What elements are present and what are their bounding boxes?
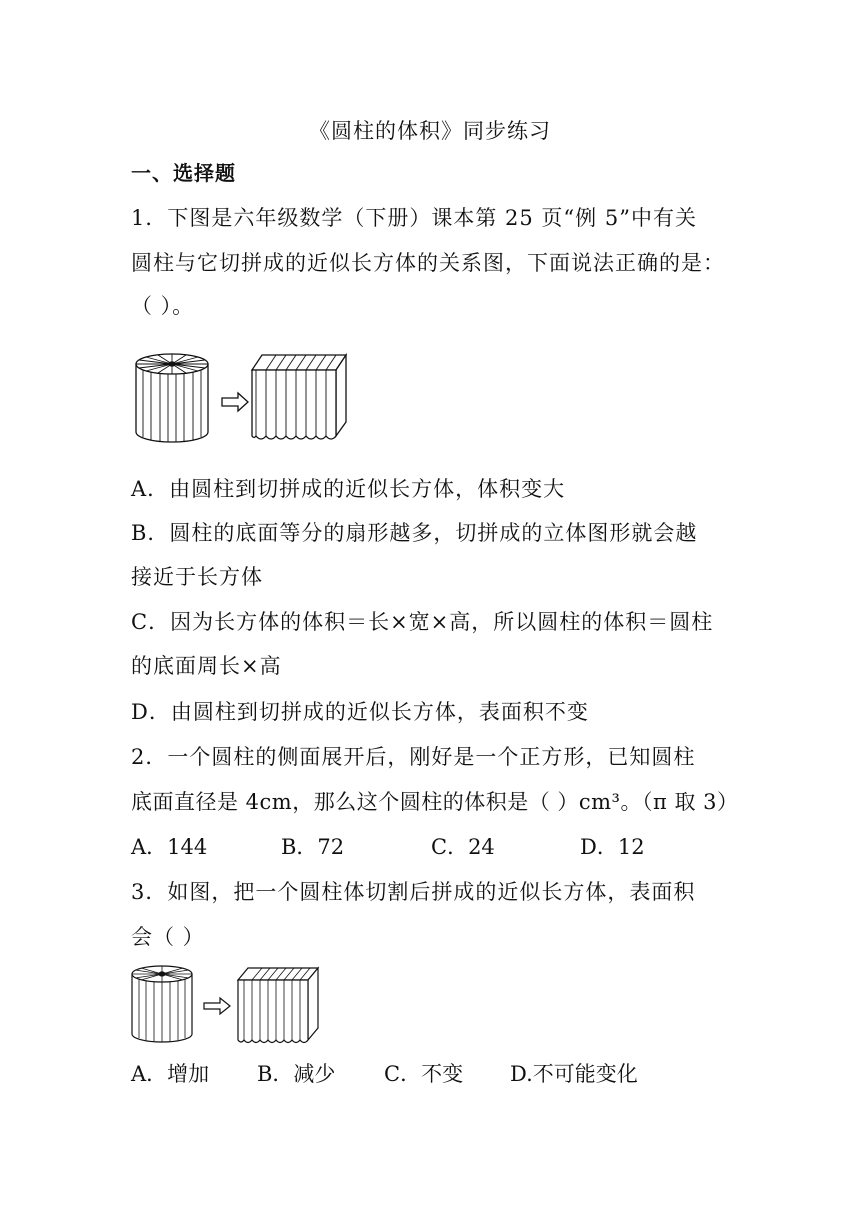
cuboid-icon — [238, 968, 318, 1043]
document-title: 《圆柱的体积》同步练习 — [309, 119, 551, 143]
q3-option-d: D.不可能变化 — [510, 1062, 638, 1086]
q1-option-a: A．由圆柱到切拼成的近似长方体，体积变大 — [131, 477, 566, 501]
q2-option-a: A．144 — [131, 835, 208, 859]
q3-option-b: B．减少 — [257, 1062, 336, 1086]
q3-option-c: C．不变 — [384, 1062, 464, 1086]
q1-option-c: C．因为长方体的体积＝长×宽×高，所以圆柱的体积＝圆柱 — [131, 610, 714, 634]
cylinder-icon — [132, 966, 192, 1042]
q1-line-3: （ ）。 — [131, 294, 195, 318]
arrow-right-icon — [222, 393, 248, 411]
q1-option-b-cont: 接近于长方体 — [131, 565, 263, 589]
q3-line-1: 3．如图，把一个圆柱体切割后拼成的近似长方体，表面积 — [131, 880, 696, 904]
q1-cylinder-to-cuboid-figure — [134, 352, 352, 448]
q1-line-2: 圆柱与它切拼成的近似长方体的关系图，下面说法正确的是： — [131, 251, 725, 275]
q3-cylinder-to-cuboid-figure — [130, 964, 322, 1048]
section-heading: 一、选择题 — [131, 161, 236, 185]
q1-line-1: 1．下图是六年级数学（下册）课本第 25 页“例 5”中有关 — [131, 206, 697, 230]
cylinder-icon — [136, 354, 208, 442]
q2-option-d: D．12 — [580, 835, 645, 859]
q2-line-2: 底面直径是 4cm，那么这个圆柱的体积是（ ）cm³。（π 取 3） — [131, 790, 739, 814]
q2-line-1: 2．一个圆柱的侧面展开后，刚好是一个正方形，已知圆柱 — [131, 745, 696, 769]
arrow-right-icon — [204, 998, 230, 1014]
q3-line-2: 会（ ） — [131, 925, 205, 949]
q2-option-c: C．24 — [431, 835, 495, 859]
q2-option-b: B．72 — [281, 835, 345, 859]
cuboid-icon — [252, 355, 346, 439]
q1-option-c-cont: 的底面周长×高 — [131, 654, 282, 678]
q1-option-d: D．由圆柱到切拼成的近似长方体，表面积不变 — [131, 700, 589, 724]
q3-option-a: A．增加 — [131, 1062, 210, 1086]
q1-option-b: B．圆柱的底面等分的扇形越多，切拼成的立体图形就会越 — [131, 521, 698, 545]
